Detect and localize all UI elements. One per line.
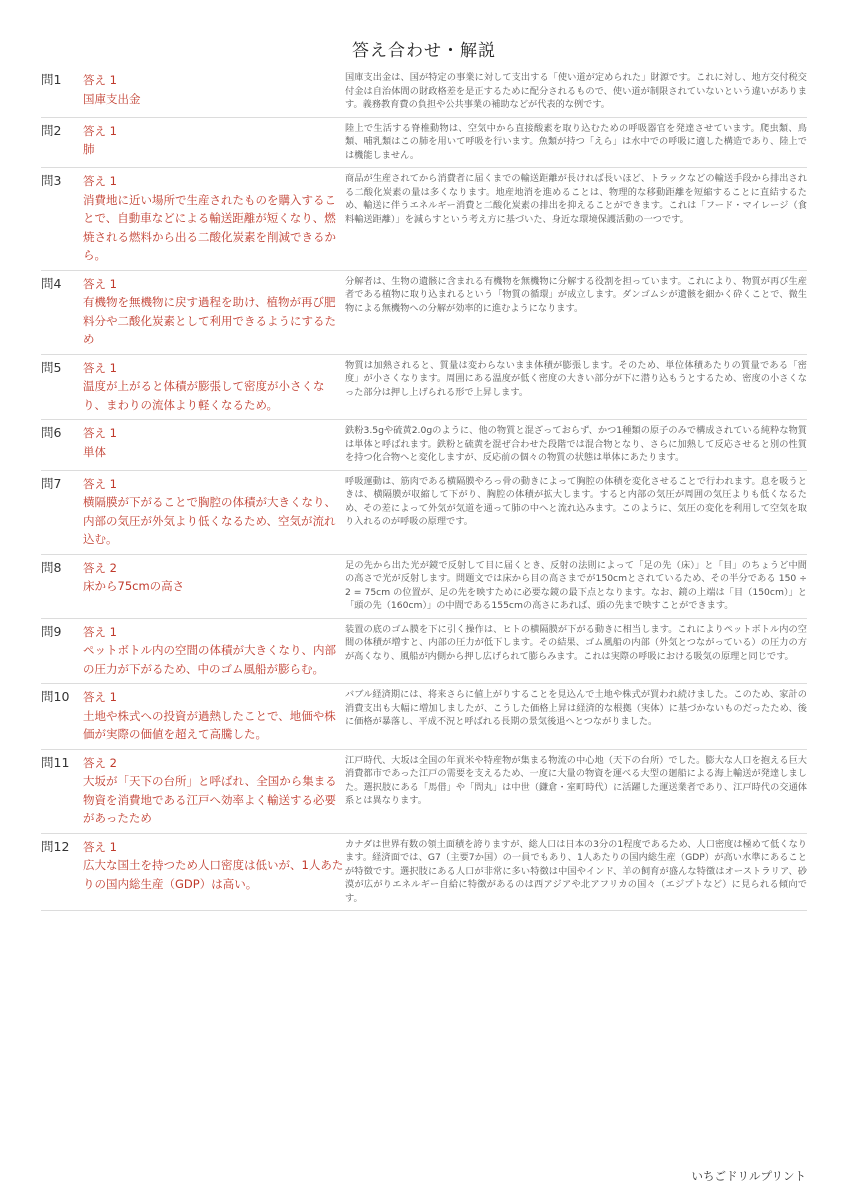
answer-label: 答え 1	[83, 174, 117, 188]
answer-text: 床から75cmの高さ	[83, 579, 185, 593]
question-number: 問1	[41, 72, 62, 87]
page-title: 答え合わせ・解説	[352, 41, 496, 61]
question-number: 問5	[41, 359, 62, 375]
answer-row	[41, 117, 807, 168]
explanation-text: 国庫支出金は、国が特定の事業に対して支出する「使い道が定められた」財源です。これに対し、地方交付税交付金は自治体間の財政格差を是正するために配分されるもので、使い道が制限されていないという違いがあります。義務教育費の負担や公共事業の補助などが代表的な例です。	[345, 72, 807, 110]
answer-text: 消費地に近い場所で生産されたものを購入することで、自動車などによる輸送距離が短くなり、燃焼される燃料から出る二酸化炭素を削減できるから。	[83, 192, 336, 262]
answer-label: 答え 1	[83, 426, 117, 440]
answer-cell	[83, 749, 345, 833]
question-number: 問9	[41, 623, 62, 639]
answer-label: 答え 1	[83, 839, 117, 854]
explanation-text: カナダは世界有数の領土面積を誇りますが、総人口は日本の3分の1程度であるため、人口密度は極めて低くなります。経済面では、G7（主要7か国）の一員でもあり、1人あたりの国内総生産（GDP）が高い水準にあることが特徴です。選択肢にある人口が非常に多い特徴は中国やインド、羊の飼育が盛んな特徴はオーストラリア、砂漠が広がりエネルギー自給に特徴があるのは西アジアや北アフリカの国々（エジプトなど）に見られる傾向です。	[345, 838, 807, 904]
question-number: 問10	[41, 689, 70, 704]
question-number: 問8	[41, 559, 62, 575]
answer-row	[41, 554, 807, 618]
answer-text: ペットボトル内の空間の体積が大きくなり、内部の圧力が下がるため、中のゴム風船が膨らむ。	[83, 643, 336, 676]
answer-label: 答え 1	[83, 476, 117, 491]
answer-row	[41, 749, 807, 833]
footer-brand: いちごドリルプリント	[691, 1169, 806, 1183]
answer-text: 国庫支出金	[83, 91, 141, 106]
answer-row	[41, 168, 807, 271]
question-number: 問3	[41, 173, 62, 188]
answer-text: 広大な国土を持つため人口密度は低いが、1人あたりの国内総生産（GDP）は高い。	[83, 858, 344, 891]
explanation-text: 呼吸運動は、筋肉である横隔膜やろっ骨の動きによって胸腔の体積を変化させることで行われます。息を吸うときは、横隔膜が収縮して下がり、胸腔の体積が拡大します。すると内部の気圧が周囲の気圧よりも低くなるため、その差によって外気が気道を通って肺の中へと流れ込みます。このように、気圧の変化を利用して空気を取り入れるのが呼吸の原理です。	[345, 475, 807, 527]
answer-text: 大坂が「天下の台所」と呼ばれ、全国から集まる物資を消費地である江戸へ効率よく輸送する必要があったため	[83, 774, 337, 825]
explanation-text: 商品が生産されてから消費者に届くまでの輸送距離が長ければ長いほど、トラックなどの輸送手段から排出される二酸化炭素の量は多くなります。地産地消を進めることは、物理的な移動距離を短縮することに直結するため、輸送に伴うエネルギー消費と二酸化炭素の排出を抑えることができます。これは「フード・マイレージ（食料輸送距離）」を減らすという考え方に基づいた、身近な環境保護活動の一つです。	[345, 173, 807, 225]
answer-row	[41, 70, 807, 117]
answer-row	[41, 618, 807, 684]
answer-cell	[83, 70, 345, 117]
answer-cell	[83, 420, 345, 471]
answer-text: 横隔膜が下がることで胸腔の体積が大きくなり、内部の気圧が外気より低くなるため、空気が流れ込む。	[83, 495, 336, 546]
answer-row	[41, 833, 807, 911]
answer-text: 有機物を無機物に戻す過程を助け、植物が再び肥料分や二酸化炭素として利用できるようにするため	[83, 295, 336, 346]
question-number: 問2	[41, 122, 62, 138]
answer-row	[41, 470, 807, 554]
answer-row	[41, 420, 807, 471]
answer-row	[41, 270, 807, 354]
answer-label: 答え 2	[83, 755, 117, 770]
question-number: 問11	[41, 754, 70, 770]
answer-label: 答え 1	[83, 276, 117, 291]
explanation-text: 分解者は、生物の遺骸に含まれる有機物を無機物に分解する役割を担っています。これにより、物質が再び生産者である植物に取り込まれるという「物質の循環」が成立します。ダンゴムシが遺骸を細かく砕くことで、微生物による無機物への分解が効率的に進むようになります。	[345, 275, 807, 314]
explanation-text: バブル経済期には、将来さらに値上がりすることを見込んで土地や株式が買われ続けました。このため、家計の消費支出も大幅に増加しましたが、こうした価格上昇は経済的な根拠（実体）に基づかないものだったため、後に価格が暴落し、平成不況と呼ばれる長期の景気後退へとつながりました。	[345, 689, 807, 727]
answer-label: 答え 1	[83, 360, 117, 375]
question-number: 問12	[41, 838, 70, 854]
answer-cell	[83, 618, 345, 684]
explanation-text: 鉄粉3.5gや硫黄2.0gのように、他の物質と混ざっておらず、かつ1種類の原子のみで構成されている純粋な物質は単体と呼ばれます。鉄粉と硫黄を混ぜ合わせた段階では混合物となり、さらに加熱して反応させると別の性質を持つ化合物へと変化しますが、反応前の個々の物質の状態は単体にあたります。	[345, 425, 807, 463]
answer-text: 温度が上がると体積が膨張して密度が小さくなり、まわりの流体より軽くなるため。	[83, 379, 325, 412]
answer-cell	[83, 554, 345, 618]
question-number: 問7	[41, 475, 62, 491]
answer-cell	[83, 168, 345, 271]
answer-cell	[83, 354, 345, 420]
answer-row	[41, 354, 807, 420]
question-number: 問4	[41, 275, 62, 291]
explanation-text: 物質は加熱されると、質量は変わらないまま体積が膨張します。そのため、単位体積あたりの質量である「密度」が小さくなります。周囲にある温度が低く密度の大きい部分が下に潜り込もうとするため、密度の小さくなった部分は押し上げられる形で上昇します。	[345, 359, 807, 398]
answer-label: 答え 1	[83, 690, 117, 704]
answer-cell	[83, 684, 345, 750]
explanation-text: 江戸時代、大坂は全国の年貢米や特産物が集まる物流の中心地（天下の台所）でした。膨大な人口を抱える巨大消費都市であった江戸の需要を支えるため、一度に大量の物資を運べる大型の廻船による海上輸送が発達しました。選択肢にある「馬借」や「問丸」は中世（鎌倉・室町時代）に活躍した運送業者であり、江戸時代の交通体系とは異なります。	[345, 754, 807, 806]
answer-cell	[83, 470, 345, 554]
answer-table	[41, 70, 807, 911]
question-number: 問6	[41, 425, 62, 440]
answer-cell	[83, 833, 345, 911]
answer-text: 肺	[83, 142, 95, 156]
answer-text: 単体	[83, 444, 106, 459]
answer-label: 答え 1	[83, 73, 117, 87]
answer-label: 答え 2	[83, 560, 117, 575]
answer-cell	[83, 117, 345, 168]
explanation-text: 足の先から出た光が鏡で反射して目に届くとき、反射の法則によって「足の先（床）」と「目」のちょうど中間の高さで光が反射します。問題文では床から目の高さまでが150cmとされているため、その半分である 150 ÷ 2 = 75cm の位置が、足の先を映すために必要な鏡の最下点となります。なお、鏡の上端は「目（150cm）」と「頭の先（160cm）」の中間である155cmの高さにあれば、頭の先まで映すことができます。	[345, 559, 807, 611]
answer-cell	[83, 270, 345, 354]
explanation-text: 装置の底のゴム膜を下に引く操作は、ヒトの横隔膜が下がる動きに相当します。これによりペットボトル内の空間の体積が増すと、内部の圧力が低下します。その結果、ゴム風船の内部（外気とつながっている）の圧力の方が高くなり、風船が内側から押し広げられて膨らみます。これは実際の呼吸における吸気の原理と同じです。	[345, 623, 807, 662]
answer-label: 答え 1	[83, 123, 117, 138]
explanation-text: 陸上で生活する脊椎動物は、空気中から直接酸素を取り込むための呼吸器官を発達させています。爬虫類、鳥類、哺乳類はこの肺を用いて呼吸を行います。魚類が持つ「えら」は水中での呼吸に適した構造であり、陸上では機能しません。	[345, 122, 807, 161]
answer-text: 土地や株式への投資が過熱したことで、地価や株価が実際の価値を超えて高騰した。	[83, 708, 336, 741]
answer-row	[41, 684, 807, 750]
answer-label: 答え 1	[83, 624, 117, 639]
